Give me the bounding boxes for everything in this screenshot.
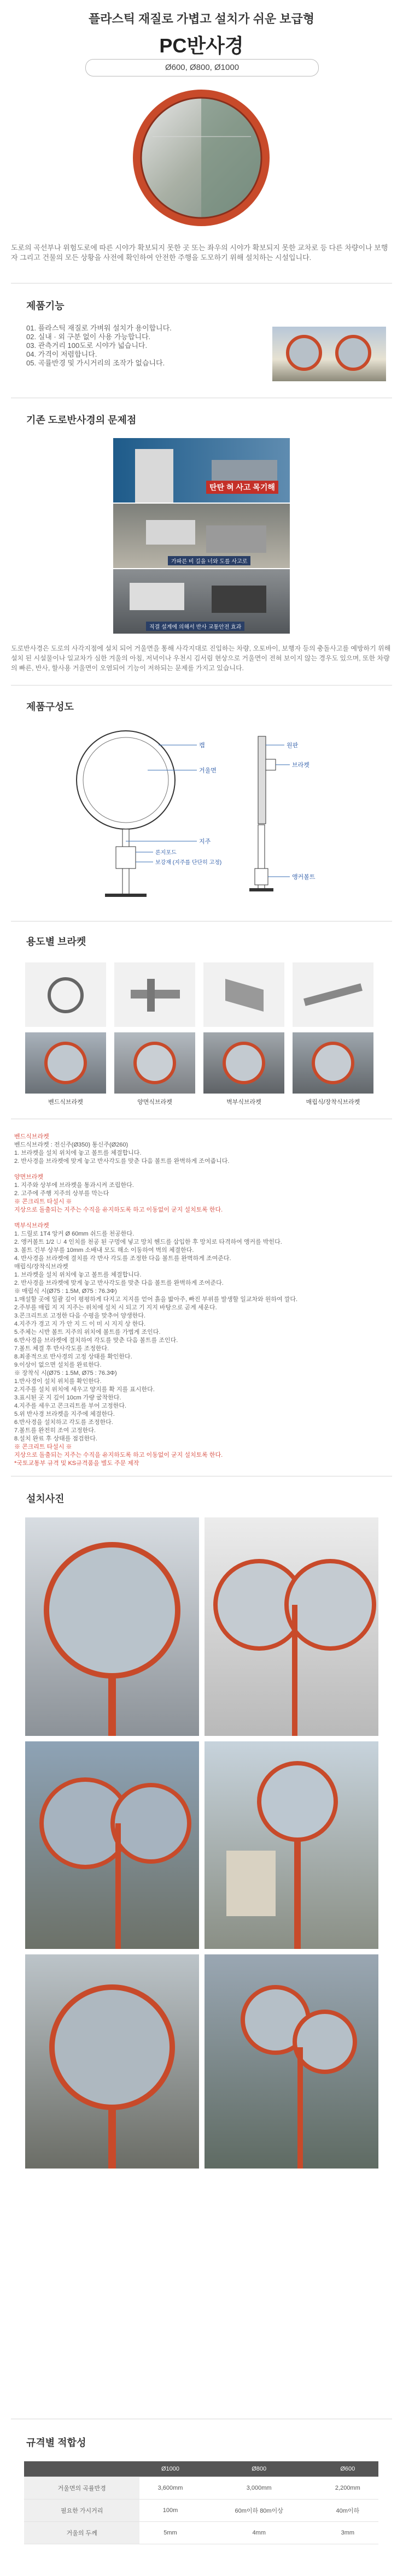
- install-line: 1. 드릴로 1T4 앙커 Ø 60mm 쉬드를 천공한다.: [14, 1231, 135, 1237]
- install-line: 8.설치 완료 후 상태를 점검한다.: [14, 1435, 97, 1442]
- bracket-photo-4: [293, 962, 373, 1027]
- table-cell: 3mm: [317, 2522, 378, 2544]
- feature-item: 02. 실내 · 외 구분 없이 사용 가능합니다.: [26, 333, 151, 341]
- features-photo: [272, 327, 386, 381]
- install-photo-4: [205, 1741, 378, 1949]
- feature-item: 03. 관측거리 100도로 시야가 넓습니다.: [26, 341, 148, 350]
- install-line: 3. 볼트 긴부 상부를 10mm 소배내 모도 해소 이동하여 벽의 체결한다.: [14, 1247, 194, 1254]
- news-photo-1: [113, 438, 290, 503]
- install-line: 2.지주를 설치 위치에 세우고 양지를 확 지를 표시한다.: [14, 1386, 155, 1393]
- install-line: 1.매설할 곳에 일괄 깊이 평평하게 다지고 지지를 얻어 흙을 밟아주, 빠진 부위를 발생할 일교차와 원하여 깔다.: [14, 1296, 298, 1303]
- install-line: 9.이상이 없으면 설치를 완료한다.: [14, 1362, 102, 1368]
- table-header-cell: Ø1000: [139, 2461, 201, 2477]
- install-line: 1. 지주와 상부에 브라켓을 통과시켜 조립한다.: [14, 1182, 134, 1189]
- install-line: 2. 반사경을 브라켓에 맞게 놓고 반사각도를 맞춘 다음 볼트를 완벽하게 조여줍니다.: [14, 1158, 230, 1165]
- bracket-label-1: 벤드식브라켓: [48, 1099, 83, 1106]
- install-concrete-red: 지상으로 돌출되는 지주는 수직을 유지하도록 하고 이동없이 굳지 설치토록 한다.: [14, 1452, 223, 1458]
- problems-title: 기존 도로반사경의 문제점: [26, 415, 137, 426]
- install-line: 6.반사경을 설치하고 각도를 조정한다.: [14, 1419, 113, 1426]
- table-header-cell: Ø800: [201, 2461, 317, 2477]
- install-photo-6: [205, 1954, 378, 2169]
- install-line: ※ 콘크리트 타설시 ※: [14, 1198, 72, 1205]
- install-photo-5: [25, 1954, 199, 2169]
- label-bracket: 브라켓: [292, 762, 309, 769]
- table-cell: 60m이하 80m이상: [201, 2500, 317, 2522]
- label-frame: 캡: [199, 742, 205, 749]
- install-line: 2. 반사경을 브라켓에 맞게 놓고 반사각도를 맞춘 다음 볼트를 완벽하게 조여준다.: [14, 1280, 224, 1286]
- install-side-red: 지상으로 돌출되는 지주는 수직을 유지하도록 하고 이동없이 굳지 설치토록 한다.: [14, 1207, 223, 1213]
- table-cell: 필요한 가시거리: [24, 2500, 139, 2522]
- install-wall-title: 벽부식브라켓: [14, 1222, 49, 1229]
- news-caption-1: 탄탄 혀 사고 목기해: [206, 481, 278, 494]
- install-line: 벤드식브라켓 : 전신주(Ø350) 통신주(Ø260): [14, 1142, 129, 1148]
- bracket-photo-3: [203, 962, 284, 1027]
- install-line: 1. 브라켓을 설치 위치에 놓고 볼트를 체결합니다.: [14, 1150, 142, 1156]
- diagram-title: 제품구성도: [26, 701, 74, 712]
- install-line: 4.지주가 경고 지 가 안 지 드 이 미 시 지지 상 한다.: [14, 1321, 146, 1327]
- install-line: ※ 장착식 시(Ø75 : 1.5M, Ø75 : 76.3Φ): [14, 1370, 117, 1376]
- table-header-row: [24, 2461, 378, 2477]
- install-line: 1.반사경이 설치 위치를 확인한다.: [14, 1378, 102, 1385]
- table-cell: 거울면의 곡률반경: [24, 2477, 139, 2500]
- intro-text: 도로의 곡선부나 위험도로에 따른 시야가 확보되지 못한 곳 또는 좌우의 시야가 확보되지 못한 교차로 등 다른 차량이나 보행자 그리고 건물의 모든 상황을 사전에 확인하여 안전한 주행을 도모하기 위해 설치하는 시설입니다.: [11, 244, 388, 262]
- bracket-photo-6: [114, 1032, 195, 1094]
- install-concrete-note: ※ 콘크리트 타설시 ※: [14, 1444, 72, 1450]
- label-top: 원판: [287, 742, 299, 749]
- spec-title: 규격별 적합성: [26, 2437, 86, 2448]
- install-line: 8.최종적으로 반사경의 고정 상태를 확인한다.: [14, 1354, 132, 1360]
- table-cell: 2,200mm: [317, 2477, 378, 2500]
- sizes-pill: Ø600, Ø800, Ø1000: [85, 59, 319, 76]
- structure-diagram: [66, 721, 339, 907]
- table-cell: 5mm: [139, 2522, 201, 2544]
- hero-mirror-image: [131, 87, 272, 228]
- bracket-label-2: 양면식브라켓: [137, 1099, 172, 1106]
- bracket-photo-8: [293, 1032, 373, 1094]
- install-line: 2. 고주에 주행 지주의 상부를 막는다: [14, 1190, 109, 1197]
- bracket-photo-1: [25, 962, 106, 1027]
- install-line: 4. 반사경을 브라켓에 결치를 각 반사 각도를 조정한 다음 볼트를 완벽하게 조여준다.: [14, 1255, 231, 1262]
- install-line: 1. 브라켓을 설치 위치에 놓고 볼트를 체결합니다.: [14, 1272, 142, 1278]
- gallery-title: 설치사진: [26, 1493, 65, 1504]
- install-photo-2: [205, 1517, 378, 1736]
- table-cell: 40m이하: [317, 2500, 378, 2522]
- table-header-cell: Ø600: [317, 2461, 378, 2477]
- install-side-title: 양면브라켓: [14, 1174, 44, 1180]
- bracket-label-3: 벽부식브라켓: [226, 1099, 261, 1106]
- install-photo-3: [25, 1741, 199, 1949]
- install-line: 3.표시된 곳 지 깊이 10cm 가량 굴착한다.: [14, 1395, 121, 1401]
- label-band: 론지포드: [155, 850, 177, 856]
- install-line: 3.콘크리트로 고정한 다음 수평을 맞추어 양생한다.: [14, 1313, 146, 1319]
- news-photo-3: [113, 569, 290, 634]
- table-row: [24, 2477, 378, 2500]
- install-line: 2.주부를 매립 지 지 지주는 위치에 설치 시 되고 기 지지 바탕으로 곧게 세운다.: [14, 1304, 217, 1311]
- table-row: [24, 2522, 378, 2544]
- table-cell: 3,000mm: [201, 2477, 317, 2500]
- feature-item: 05. 곡률반경 및 가시거리의 조작가 없습니다.: [26, 359, 165, 367]
- table-cell: 3,600mm: [139, 2477, 201, 2500]
- install-line: 2. 앵커볼트 1/2 ∪ 4 인치를 천공 된 구멍에 넣고 망치 헨드를 삽입한 후 망치로 타격하여 앵커를 박힌다.: [14, 1239, 282, 1245]
- install-photo-1: [25, 1517, 199, 1736]
- install-line: 5.주체는 시반 볼트 지주의 위치에 볼트를 가볍게 조인다.: [14, 1329, 161, 1336]
- problems-text: 도로반사경은 도로의 사각지점에 설치 되어 거울면을 통해 사각지대로 진입하는 차량, 오토바이, 보행자 등의 충돌사고를 예방하기 위해 설치 된 시설물이나 일교차가 심한 겨울의 아침, 저녁이나 우천시 김서림 현상으로 거울면이 전혀 보이지 않는 경우도 있으며, 또한 차량의 빠른, 반사, 할사용 거울면이 오염되어 기능이 저하되는 문제를 가지고 있습니다.: [11, 645, 391, 672]
- table-cell: 거울의 두께: [24, 2522, 139, 2544]
- table-row: [24, 2500, 378, 2522]
- bracket-photo-2: [114, 962, 195, 1027]
- table-cell: 4mm: [201, 2522, 317, 2544]
- label-pole: 지주: [199, 838, 211, 845]
- install-line: 7.볼트 체결 후 반사각도를 조정한다.: [14, 1345, 109, 1352]
- table-cell: 100m: [139, 2500, 201, 2522]
- brackets-title: 용도별 브라켓: [26, 936, 86, 947]
- label-anchor: 앵커볼트: [292, 874, 316, 881]
- install-regulation-note: *국토교통부 규격 및 KS규격품을 별도 주문 제작: [14, 1460, 139, 1467]
- install-line: 매립식/장착식브라켓: [14, 1263, 68, 1270]
- features-title: 제품기능: [26, 300, 65, 311]
- install-line: 5.위 반사경 브라켓을 지주에 체결한다.: [14, 1411, 115, 1417]
- feature-item: 01. 플라스틱 재질로 가벼워 설치가 용이합니다.: [26, 324, 172, 332]
- news-photo-2: [113, 504, 290, 568]
- bracket-photo-5: [25, 1032, 106, 1094]
- install-bend-title: 벤드식브라켓: [14, 1133, 49, 1140]
- feature-item: 04. 가격이 저렴합니다.: [26, 350, 97, 358]
- label-mirror: 거울면: [199, 767, 217, 774]
- bracket-photo-7: [203, 1032, 284, 1094]
- install-line: 7.볼트를 완전히 조여 고정한다.: [14, 1427, 96, 1434]
- label-base: 보강재 (지주를 단단히 고정): [155, 860, 222, 866]
- features-list: [26, 324, 278, 368]
- install-line: ※ 매립식 시(Ø75 : 1.5M, Ø75 : 76.3Φ): [14, 1288, 117, 1295]
- headline: 플라스틱 재질로 가볍고 설치가 쉬운 보급형: [88, 12, 315, 26]
- install-line: 6.반사경을 브라켓에 결치하여 각도를 맞춘 다음 볼트를 조인다.: [14, 1337, 178, 1344]
- install-line: 4.지주를 세우고 콘크리트를 부어 고정한다.: [14, 1403, 127, 1409]
- spec-table: [24, 2461, 378, 2544]
- news-caption-3: 직결 설계에 의해서 반사 교통안전 효과: [146, 622, 244, 631]
- product-title: PC반사경: [159, 34, 244, 57]
- table-header-cell: [24, 2461, 139, 2477]
- install-instructions: [14, 1133, 392, 1468]
- divider: [11, 685, 392, 686]
- bracket-label-4: 매립식/장착식브라켓: [306, 1099, 360, 1106]
- news-caption-2: 가파른 비 길을 너와 도를 사고로: [168, 556, 250, 565]
